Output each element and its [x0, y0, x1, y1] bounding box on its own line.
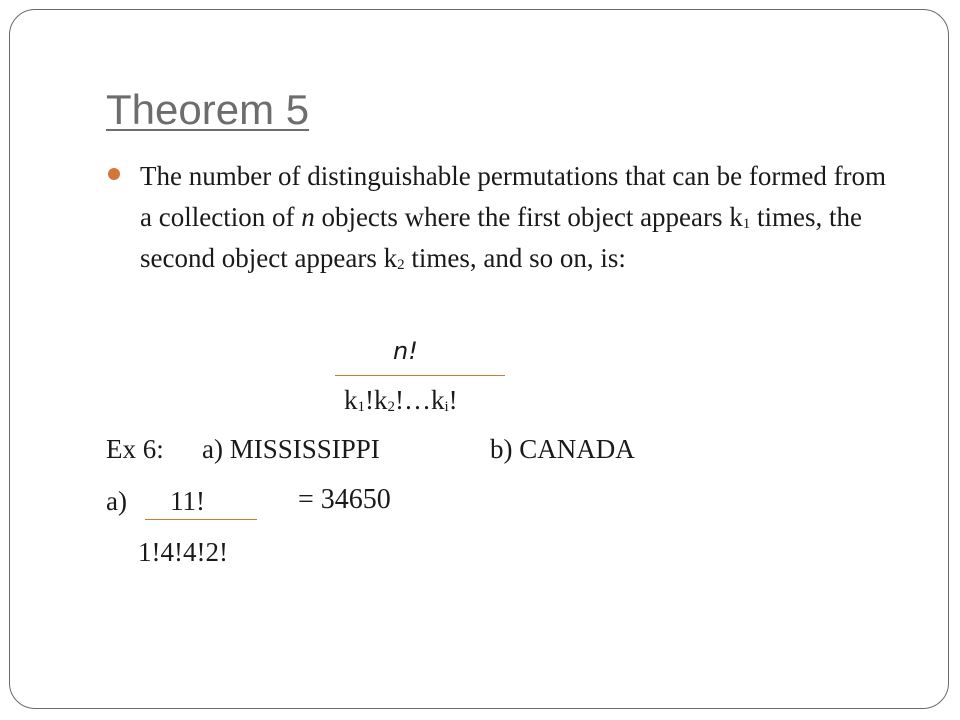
formula-fraction-rule	[335, 375, 505, 376]
example-part-b: b) CANADA	[490, 434, 635, 464]
denominator-sub-2: 2	[387, 399, 395, 415]
answer-label: a)	[106, 486, 127, 516]
example-label: Ex 6:	[106, 434, 164, 464]
theorem-statement	[140, 156, 900, 279]
statement-n: n	[301, 202, 315, 232]
denominator-sub-i: i	[444, 399, 449, 415]
denominator-end: !	[448, 385, 458, 415]
bullet-icon	[108, 168, 120, 180]
statement-part-3: times, the second object appears k	[140, 202, 863, 273]
denominator-k2: !k	[365, 385, 388, 415]
formula-denominator	[344, 385, 458, 416]
statement-part-4: times, and so on, is:	[404, 243, 626, 273]
formula-numerator: n!	[393, 337, 418, 365]
denominator-dots: !…k	[395, 385, 445, 415]
answer-denominator: 1!4!4!2!	[138, 537, 228, 567]
statement-part-1: The number of distinguishable permutations that can be formed from a collection of	[140, 161, 887, 232]
statement-part-2: objects where the first object appears k	[314, 202, 743, 232]
answer-numerator: 11!	[170, 486, 205, 516]
slide-title: Theorem 5	[106, 86, 310, 133]
denominator-sub-1: 1	[357, 399, 365, 415]
example-part-a: a) MISSISSIPPI	[202, 434, 380, 464]
statement-sub-1: 1	[742, 216, 751, 232]
statement-sub-2: 2	[397, 257, 405, 273]
answer-result: = 34650	[298, 484, 391, 515]
denominator-k1: k	[344, 385, 358, 415]
answer-fraction-rule	[145, 519, 257, 520]
